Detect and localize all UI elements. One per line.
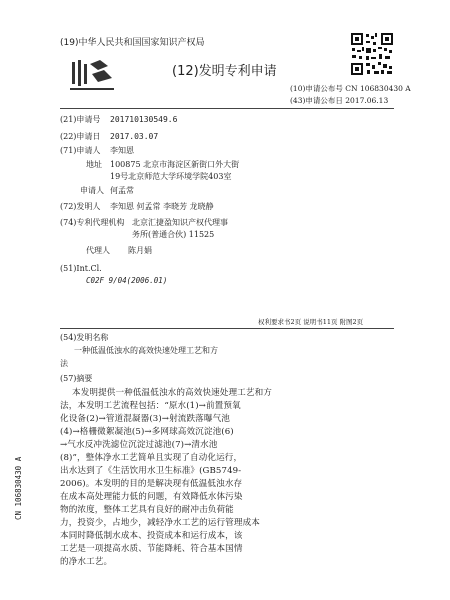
- abstract-line: 的净水工艺。: [60, 557, 113, 567]
- address-line-1: 100875 北京市海淀区新街口外大街: [110, 160, 240, 169]
- address-label: 地址: [86, 160, 102, 169]
- filing-date-label: (22)申请日: [60, 132, 101, 141]
- inventors-label: (72)发明人: [60, 202, 101, 211]
- pages-note: 权利要求书2页 说明书11页 附图2页: [258, 318, 364, 326]
- abstract-line: (4)→格栅微絮凝池(5)→多网球高效沉淀池(6): [60, 427, 234, 437]
- header-divider: [60, 108, 394, 109]
- inventors-list: 李知恩 何孟常 李晓芳 龙晓静: [110, 202, 214, 211]
- application-number: 201710130549.6: [110, 115, 178, 124]
- agent-name: 陈月娟: [128, 246, 152, 255]
- invention-title-line-1: 一种低温低浊水的高效快速处理工艺和方: [74, 346, 218, 355]
- abstract-line: 2006)。本发明的目的是解决现有低温低浊水存: [60, 479, 243, 489]
- applicant-name: 李知恩: [110, 146, 134, 155]
- abstract-line: 物的浓度，整体工艺具有良好的耐冲击负荷能: [60, 505, 234, 515]
- side-publication-code: CN 106830430 A: [14, 456, 23, 520]
- int-cl-label: (51)Int.Cl.: [60, 264, 102, 273]
- address-line-2: 19号北京师范大学环境学院403室: [110, 172, 232, 181]
- int-cl-value: C02F 9/04(2006.01): [86, 276, 168, 285]
- abstract-line: 力，投资少，占地少，减轻净水工艺的运行管理成本: [60, 518, 260, 528]
- cnipa-emblem-icon: [68, 56, 124, 96]
- abstract-line: 工艺是一项提高水质、节能降耗、符合基本国情: [60, 544, 243, 554]
- applicant-label: (71)申请人: [60, 146, 101, 155]
- qr-code-icon: [350, 32, 394, 76]
- abstract-label: (57)摘要: [60, 374, 93, 383]
- issuing-office: (19)中华人民共和国国家知识产权局: [60, 38, 205, 48]
- agent-label: 代理人: [86, 246, 110, 255]
- second-applicant-name: 何孟常: [110, 186, 134, 195]
- document-type: (12)发明专利申请: [172, 64, 277, 79]
- publication-number: (10)申请公布号 CN 106830430 A: [290, 84, 411, 93]
- agency-line-2: 务所(普通合伙) 11525: [132, 230, 215, 239]
- second-applicant-label: 申请人: [80, 186, 104, 195]
- body-divider: [60, 328, 394, 329]
- abstract-line: 出水达到了《生活饮用水卫生标准》(GB5749-: [60, 466, 242, 476]
- abstract-line: 化设备(2)→管道混凝器(3)→射流跌落曝气池: [60, 414, 230, 424]
- publication-date: (43)申请公布日 2017.06.13: [290, 96, 389, 105]
- abstract-line: 本发明提供一种低温低浊水的高效快速处理工艺和方: [72, 388, 272, 398]
- abstract-line: 在成本高处理能力低的问题，有效降低水体污染: [60, 492, 243, 502]
- invention-title-line-2: 法: [60, 359, 68, 368]
- filing-date: 2017.03.07: [110, 132, 159, 141]
- abstract-line: 本同时降低制水成本、投资成本和运行成本，该: [60, 531, 243, 541]
- title-label: (54)发明名称: [60, 333, 109, 342]
- abstract-line: 法，本发明工艺流程包括：“原水(1)→前置预氧: [60, 401, 241, 411]
- agency-line-1: 北京汇捷盈知识产权代理事: [132, 218, 228, 227]
- agency-label: (74)专利代理机构: [60, 218, 125, 227]
- abstract-line: (8)”，整体净水工艺简单且实现了自动化运行，: [60, 453, 243, 463]
- abstract-line: →气水反冲洗滤位沉淀过滤池(7)→清水池: [60, 440, 218, 450]
- application-number-label: (21)申请号: [60, 115, 101, 124]
